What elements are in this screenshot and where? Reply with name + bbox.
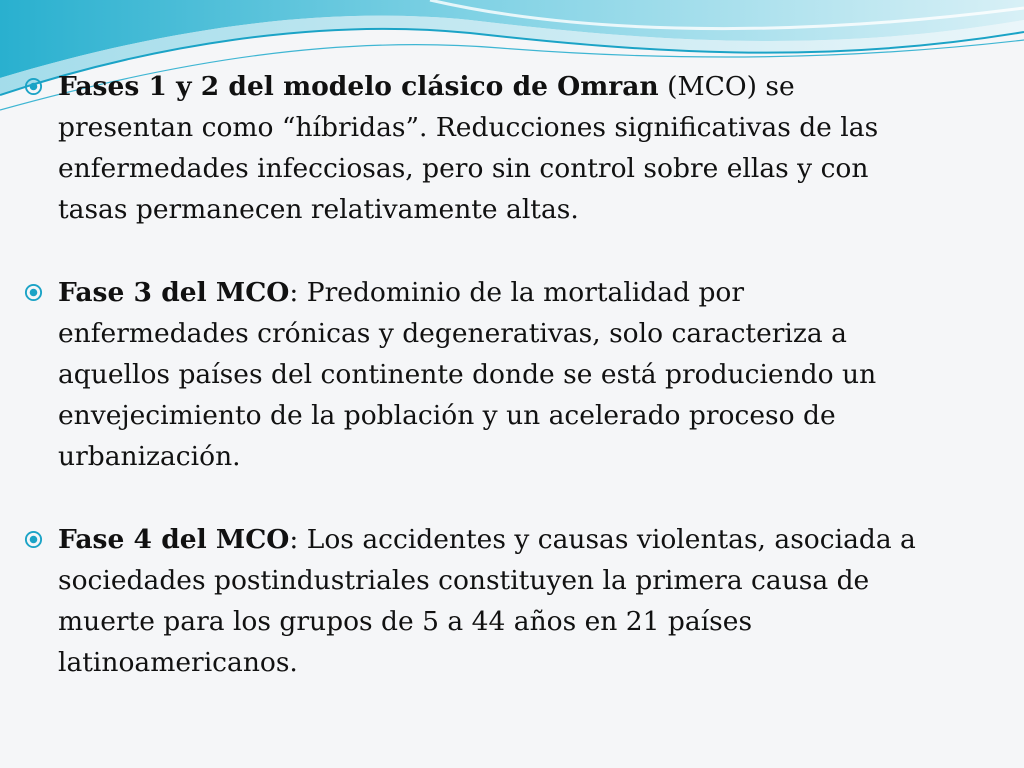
circled-dot-icon: [24, 77, 43, 96]
bullet-lead: Fase 4 del MCO: [58, 524, 290, 555]
bullet-item-3: [24, 519, 924, 683]
bullet-rest: : Predominio de la mortalidad por enfermedades crónicas y degenerativas, solo caracteriza a aquellos países del continente donde se está produciendo un envejecimiento de la población y un acelerado proceso de urbanización.: [58, 277, 877, 472]
circled-dot-icon: [24, 283, 43, 302]
bullet-rest: : Los accidentes y causas violentas, asociada a sociedades postindustriales constituyen la primera causa de muerte para los grupos de 5 a 44 años en 21 países latinoamericanos.: [58, 524, 916, 678]
bullet-item-1: [24, 66, 924, 230]
bullet-lead: Fases 1 y 2 del modelo clásico de Omran: [58, 71, 659, 102]
bullet-rest: (MCO) se presentan como “híbridas”. Reducciones significativas de las enfermedades infecciosas, pero sin control sobre ellas y con tasas permanecen relativamente altas.: [58, 71, 879, 225]
bullet-item-2: [24, 272, 924, 477]
bullet-text: [58, 519, 924, 683]
bullet-text: [58, 272, 924, 477]
slide-body: [24, 66, 924, 725]
bullet-lead: Fase 3 del MCO: [58, 277, 290, 308]
circled-dot-icon: [24, 530, 43, 549]
bullet-text: [58, 66, 924, 230]
